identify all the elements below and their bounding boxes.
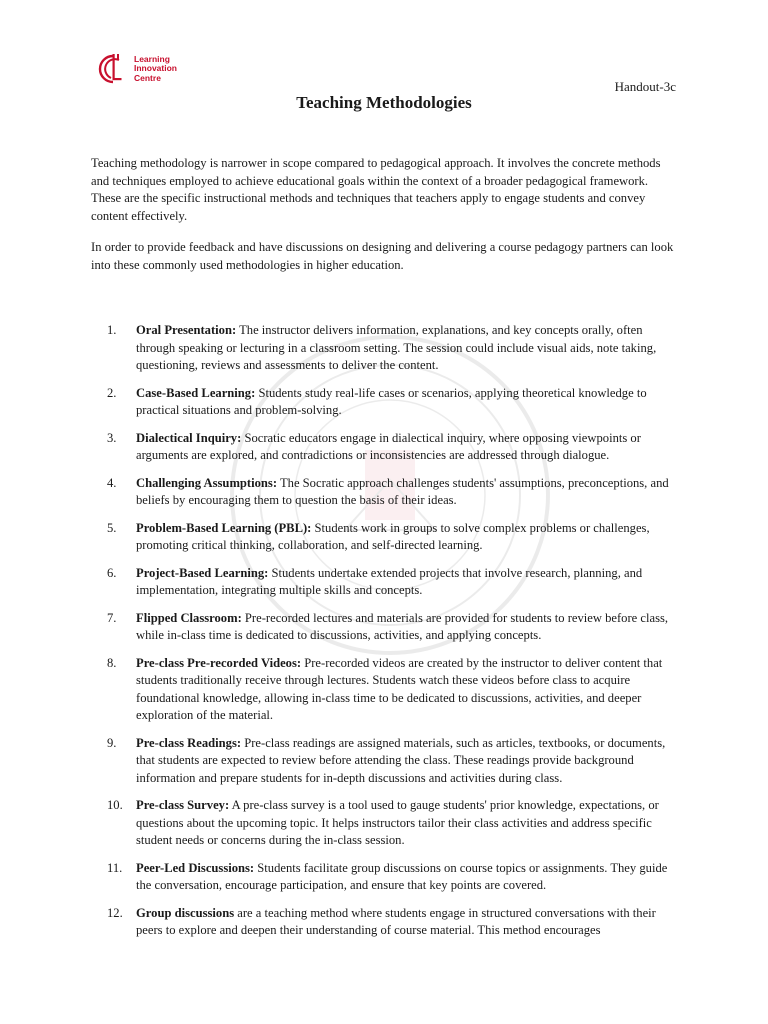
list-number: 4. [107,475,117,490]
list-term: Challenging Assumptions: [136,475,278,490]
list-item [91,905,681,940]
list-item [91,430,681,465]
lic-logo-icon [98,52,128,86]
intro-paragraph-1: Teaching methodology is narrower in scope compared to pedagogical approach. It involves the concrete methods and techniques employed to achieve educational goals within the context of a broader pedagogical framework. These are the specific instructional methods and techniques that teachers apply to engage students and convey content effectively. [91,156,661,223]
list-number: 12. [107,905,123,920]
list-number: 9. [107,735,117,750]
list-term: Pre-class Readings: [136,735,242,750]
list-description: are a teaching method where students engage in structured conversations with their peers to explore and deepen their understanding of course material. This method encourages [136,905,656,937]
list-term: Case-Based Learning: [136,385,256,400]
list-description: Pre-recorded lectures and materials are provided for students to review before class, while in-class time is dedicated to discussions, activities, and applying concepts. [136,610,669,642]
list-description: Students work in groups to solve complex problems or challenges, promoting critical thinking, collaboration, and self-directed learning. [136,520,650,552]
list-term: Peer-Led Discussions: [136,860,255,875]
list-item [91,475,681,510]
list-number: 5. [107,520,117,535]
list-number: 3. [107,430,117,445]
logo-line-centre: Centre [134,72,161,83]
list-term: Pre-class Pre-recorded Videos: [136,655,302,670]
list-item [91,385,681,420]
list-description: A pre-class survey is a tool used to gauge students' prior knowledge, expectations, or questions about the upcoming topic. It helps instructors tailor their class activities and address specific student needs or concerns during the in-class session. [136,798,659,847]
list-term: Dialectical Inquiry: [136,430,242,445]
list-description: Pre-recorded videos are created by the instructor to deliver content that students traditionally receive through lectures. Students watch these videos before class to acquire foundational knowledge, allowing in-class time to be dedicated to discussions, activities, and deeper exploration of the material. [136,655,663,722]
list-item [91,797,681,850]
list-item [91,610,681,645]
list-term: Flipped Classroom: [136,610,242,625]
page-title: Teaching Methodologies [296,93,472,112]
learning-innovation-centre-logo [98,52,177,86]
list-number: 1. [107,323,117,337]
list-number: 8. [107,655,117,670]
list-item [91,860,681,895]
list-number: 7. [107,610,117,625]
list-item [91,655,681,725]
list-description: Students undertake extended projects that involve research, planning, and implementation, integrating multiple skills and concepts. [136,565,643,597]
document-body [91,155,681,950]
list-description: The Socratic approach challenges students' assumptions, preconceptions, and beliefs by encouraging them to question the basis of their ideas. [136,475,669,507]
list-description: Socratic educators engage in dialectical inquiry, where opposing viewpoints or arguments are explored, and contradictions or inconsistencies are addressed through dialogue. [136,430,641,462]
list-item [91,322,681,375]
list-description: The instructor delivers information, explanations, and key concepts orally, often through speaking or lecturing in a classroom setting. The session could include visual aids, note taking, questioning, reviews and assessments to deliver the content. [136,323,657,372]
list-term: Problem-Based Learning (PBL): [136,520,312,535]
logo-text [134,55,177,84]
list-description: Pre-class readings are assigned materials, such as articles, textbooks, or documents, that students are expected to review before attending the class. These readings provide background information and prepare students for in-depth discussions and activities during class. [136,735,666,785]
logo-line-innovation: Innovation [134,63,177,74]
logo-line-learning: Learning [134,53,170,64]
list-term: Group discussions [136,905,235,920]
intro-paragraph-2: In order to provide feedback and have discussions on designing and delivering a course pedagogy partners can look into these commonly used methodologies in higher education. [91,240,674,272]
list-item [91,735,681,788]
handout-label: Handout-3c [614,79,676,94]
list-term: Oral Presentation: [136,323,237,337]
list-number: 10. [107,798,123,812]
methodology-list [91,322,681,940]
list-term: Project-Based Learning: [136,565,269,580]
list-description: Students study real-life cases or scenarios, applying theoretical knowledge to practical situations and problem-solving. [136,385,647,417]
list-number: 6. [107,565,117,580]
list-description: Students facilitate group discussions on course topics or assignments. They guide the conversation, encourage participation, and ensure that key points are covered. [136,860,668,892]
list-item [91,520,681,555]
list-item [91,565,681,600]
list-number: 11. [107,860,123,875]
list-number: 2. [107,385,117,400]
list-term: Pre-class Survey: [136,798,230,812]
